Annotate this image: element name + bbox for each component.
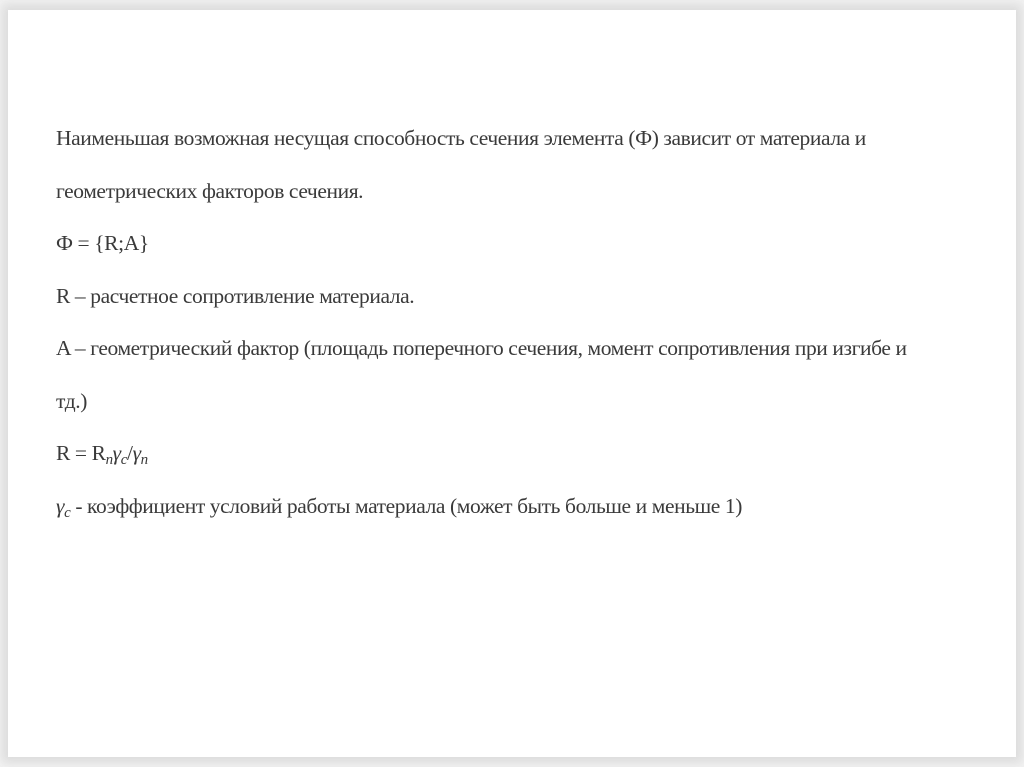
slide-text (56, 120, 1001, 540)
formula-gamma-1: γ (112, 441, 121, 465)
formula-r-sub-n: n (105, 452, 113, 468)
formula-r (56, 435, 1001, 488)
formula-gamma-2-sub: n (140, 452, 148, 468)
gamma-c-symbol-sub: c (64, 504, 71, 521)
gamma-c-definition (56, 488, 1001, 541)
r-definition: R – расчетное сопротивление материала. (56, 283, 415, 308)
formula-slash: / (127, 441, 133, 465)
formula-r-lhs: R = R (56, 441, 106, 465)
a-definition-line-1: A – геометрический фактор (площадь поперечного сечения, момент сопротивления при изгибе и (56, 336, 907, 360)
gamma-c-symbol: γ (56, 493, 65, 518)
formula-gamma-2: γ (132, 441, 141, 465)
intro-line-1: Наименьшая возможная несущая способность сечения элемента (Ф) зависит от материала и (56, 126, 866, 150)
gamma-c-text: - коэффициент условий работы материала (может быть больше и меньше 1) (70, 493, 742, 518)
formula-gamma-1-sub: c (120, 452, 128, 468)
intro-line-2: геометрических факторов сечения. (56, 178, 364, 203)
a-definition-line-2: тд.) (56, 388, 87, 413)
formula-phi: Ф = {R;A} (56, 231, 149, 255)
